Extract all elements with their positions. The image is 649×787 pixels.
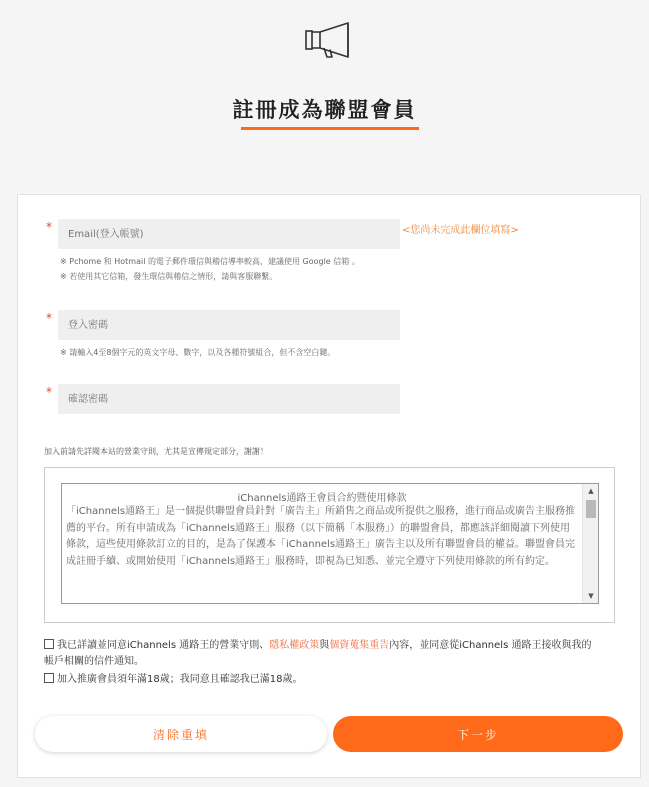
email-note-2: ※ 若使用其它信箱，發生環信與稽信之情形，請與客服聯繫。 [60,272,278,281]
megaphone-icon [304,20,356,60]
required-mark: * [46,311,52,325]
email-field[interactable] [58,219,400,249]
confirm-password-field[interactable] [58,384,400,414]
agree-terms-line2: 帳戶相關的信件通知。 [44,656,144,667]
agree-terms-checkbox[interactable] [44,639,54,649]
email-error-message: <您尚未完成此欄位填寫> [402,225,519,236]
agree-terms-suffix: 內容，並同意從iChannels 通路王接收與我的 [389,640,592,651]
agree-terms-and: 與 [319,640,330,651]
required-mark: * [46,220,52,234]
password-note: ※ 請輸入4至8個字元的英文字母、數字，以及各種符號組合，但不含空白鍵。 [60,348,336,357]
terms-title: iChannels通路王會員合約暨使用條款 [237,493,407,504]
personal-data-notice-link[interactable]: 個資蒐集重告 [329,640,390,651]
title-underline [241,127,419,130]
agree-age-checkbox[interactable] [44,673,54,683]
agree-terms-text: 我已詳讀並同意iChannels 通路王的營業守則、 [57,640,270,651]
terms-intro: 加入前請先詳閱本站的營業守則，尤其是宣傳規定部分，謝謝！ [44,447,268,456]
terms-body: 「iChannels通路王」是一個提供聯盟會員針對「廣告主」所銷售之商品或所提供之服務，進行商品或廣告主服務推薦的平台。所有申請成為「iChannels通路王」服務（以下簡稱「本服務」）的聯盟會員，都應該詳細閱讀下列使用條款，這些使用條款訂立的目的，是為了保護本「iChannels通路王」廣告主以及所有聯盟會員的權益。聯盟會員完成註冊手續、或開始使用「iChannels通路王」服務時，即視為已知悉、並完全遵守下列使用條款的所有約定。 [66,506,576,567]
reset-button[interactable]: 清除重填 [35,716,327,752]
next-step-button[interactable]: 下一步 [333,716,623,752]
agree-age-row [44,672,302,688]
password-field[interactable] [58,310,400,340]
terms-scroll-box[interactable] [61,483,599,604]
email-note-1: ※ Pchome 和 Hotmail 的電子郵件環信與稽信導率較高，建議使用 Google 信箱 。 [60,257,360,266]
agree-age-text: 加入推廣會員須年滿18歲；我同意且確認我已滿18歲。 [57,674,303,685]
required-mark: * [46,385,52,399]
scroll-down-arrow-icon[interactable]: ▼ [588,592,594,600]
privacy-policy-link[interactable]: 隱私權政策 [269,640,320,651]
scroll-up-arrow-icon[interactable]: ▲ [588,487,594,495]
scroll-thumb[interactable] [586,500,596,518]
agree-terms-row [44,638,591,670]
terms-container [44,467,615,623]
page-title: 註冊成為聯盟會員 [232,98,417,122]
terms-scrollbar[interactable] [582,484,598,603]
